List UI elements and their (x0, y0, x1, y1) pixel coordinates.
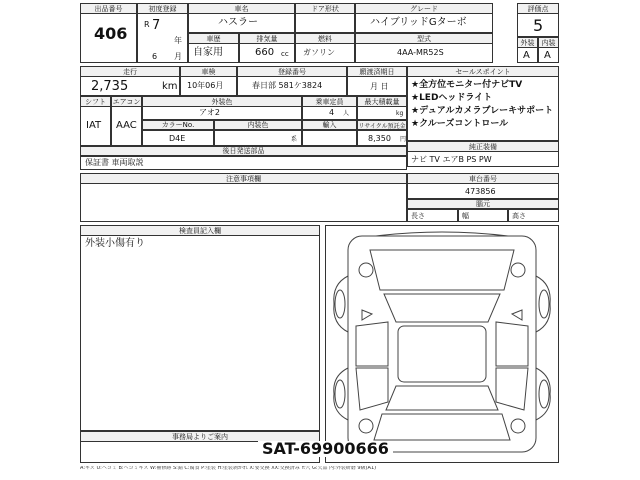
ac: AAC (116, 120, 137, 131)
sales-point-cell (407, 76, 559, 141)
inspection: 10年06月 (187, 81, 224, 90)
inspector-label-text: 検査員記入欄 (179, 226, 221, 235)
lot-no-cell (80, 13, 137, 63)
windshield (384, 294, 500, 322)
shift: IAT (86, 120, 102, 131)
color-no-label (142, 120, 214, 130)
displacement-cell (239, 43, 295, 63)
recycle-label-text: リサイクル預託金 (358, 122, 406, 130)
exterior-color-label-text: 外装色 (211, 97, 233, 106)
displacement-label-text: 排気量 (256, 34, 278, 43)
wheel-rl (359, 419, 373, 433)
registration: 春日部 581ケ3824 (252, 81, 323, 90)
notes-label-text: 注意事項欄 (226, 174, 261, 183)
damage-legend: A:キズ U:ヘコミ B:ヘコミキズ W:補修跡 S:錆 C:腐食 P:塗装 H:塗装剥がれ X:要交換 XX:交換済み Y:穴 G:欠品 内:外装研磨 9級(A1) (80, 466, 377, 471)
car-body-outline (348, 236, 536, 452)
sales-point-item: ★全方位モニター付ナビTV (411, 80, 523, 90)
follow-parts-cell (80, 156, 407, 170)
registration-cell (237, 76, 347, 96)
grade-label-text: グレード (410, 4, 438, 13)
color-no: D4E (169, 134, 186, 143)
sales-point-item: ★デュアルカメラブレーキサポート (411, 106, 554, 116)
roof (398, 326, 486, 382)
dim-width-cell (458, 209, 508, 222)
import-unit: 系 (291, 136, 298, 143)
deposit-label-text: 願渡済期日 (359, 67, 395, 76)
equipment-cell (407, 151, 559, 167)
import-label (302, 120, 357, 130)
first-reg-label-text: 初度登録 (148, 4, 177, 13)
rear-window (386, 386, 498, 410)
follow-parts-label (80, 146, 407, 156)
tire-fl (335, 290, 345, 318)
grade: ハイブリッドGターボ (370, 17, 467, 28)
wheel-fl (359, 263, 373, 277)
equipment: ナビ TV エアB PS PW (411, 155, 492, 164)
follow-parts: 保証書 車両取説 (85, 158, 144, 167)
lot-no: 406 (94, 24, 128, 43)
exterior-color: アオ2 (199, 108, 221, 117)
sales-point-item: ★LEDヘッドライト (411, 93, 493, 103)
exterior-color-cell (142, 106, 302, 120)
deposit-cell (347, 76, 407, 96)
seats-label-text: 乗車定員 (315, 97, 344, 106)
chassis-number: 473856 (465, 187, 496, 196)
color-no-label-text: カラーNo. (161, 121, 195, 129)
wheel-fr (511, 263, 525, 277)
displacement-unit: cc (281, 50, 289, 58)
seats-cell (302, 106, 357, 120)
interior-color-label (214, 120, 302, 130)
dim-height: 高さ (512, 212, 526, 220)
model: 4AA-MR52S (397, 48, 444, 57)
score: 5 (533, 16, 544, 35)
month-num: 6 (152, 52, 158, 61)
front-bumper (376, 232, 508, 236)
dimensions-label (407, 199, 559, 209)
recycle-unit: 円 (400, 136, 407, 143)
recycle-label (357, 120, 407, 130)
dimensions-label-text: 腦元 (476, 200, 490, 208)
interior-label-text: 内装 (541, 38, 556, 47)
rear-right-arch (536, 368, 550, 420)
year-unit: 年 (174, 36, 182, 45)
vehicle-history: 自家用 (193, 47, 223, 58)
inspection-cell (180, 76, 237, 96)
fuel-label-text: 燃料 (318, 34, 332, 43)
score-cell (517, 13, 559, 37)
shift-label-text: シフト (85, 97, 106, 106)
mileage: 2,735 (91, 79, 129, 94)
mileage-unit: km (162, 81, 178, 92)
interior-grade: A (544, 50, 551, 61)
sales-point-label-text: セールスポイント (455, 67, 511, 76)
trunk (374, 414, 510, 440)
lot-no-label-text: 出品番号 (94, 4, 123, 13)
shift-cell (80, 106, 111, 146)
load-unit: kg (396, 110, 404, 117)
tire-rr (539, 380, 549, 408)
interior-cell (538, 47, 559, 63)
seats-unit: 人 (343, 110, 350, 117)
tire-fr (539, 290, 549, 318)
front-left-arch (334, 276, 348, 332)
import-label-text: 輸入 (322, 121, 337, 129)
inspector-cell (80, 235, 320, 431)
score-label-text: 評価点 (527, 4, 549, 13)
mileage-label-text: 走行 (123, 67, 137, 76)
door-fr (496, 322, 528, 366)
door-rl (356, 368, 388, 410)
import-cell (302, 130, 357, 146)
reference-number: SAT-69900666 (258, 441, 393, 457)
load-cell (357, 106, 407, 120)
exterior-label-text: 外装 (520, 38, 535, 47)
vehicle-history-cell (188, 43, 239, 63)
first-reg-cell (137, 13, 188, 63)
mirror-right (512, 310, 522, 320)
seats: 4 (329, 108, 335, 117)
model-cell (355, 43, 493, 63)
deposit-date: 月 日 (370, 82, 389, 91)
grade-cell (355, 13, 493, 33)
follow-parts-label-text: 後日発送部品 (222, 147, 265, 155)
recycle-cell (357, 130, 407, 146)
dim-width: 幅 (462, 212, 469, 220)
notes-cell (80, 183, 407, 222)
ac-label-text: エアコン (112, 97, 141, 106)
exterior-grade: A (523, 50, 530, 61)
month-unit: 月 (174, 52, 182, 61)
inspection-label-text: 車検 (201, 67, 216, 76)
interior-color-label-text: 内装色 (247, 121, 269, 129)
dim-length-cell (407, 209, 458, 222)
mileage-cell (80, 76, 180, 96)
dim-height-cell (508, 209, 559, 222)
car-name: ハスラー (218, 17, 258, 28)
chassis-cell (407, 183, 559, 199)
car-diagram-frame (325, 225, 559, 463)
car-name-cell (188, 13, 295, 33)
inspector-note: 外装小傷有り (85, 238, 145, 249)
office-label-text: 事務局よりご案内 (172, 432, 228, 441)
hood (370, 250, 514, 290)
recycle-amount: 8,350 (368, 134, 391, 143)
fuel: ガソリン (303, 48, 335, 57)
registration-label-text: 登録番号 (278, 67, 306, 76)
front-right-arch (536, 276, 550, 332)
car-name-label-text: 車名 (234, 4, 249, 13)
door-shape-cell (295, 13, 355, 33)
color-no-cell (142, 130, 214, 146)
door-rr (496, 368, 528, 410)
car-diagram (326, 226, 558, 462)
exterior-cell (517, 47, 538, 63)
door-shape-label-text: ドア形状 (311, 4, 339, 13)
dim-length: 長さ (411, 212, 425, 220)
chassis-label-text: 車台番号 (469, 174, 497, 183)
rear-left-arch (334, 368, 348, 420)
load-label-text: 最大積載量 (364, 97, 400, 106)
year-num: 7 (152, 18, 161, 33)
door-fl (356, 322, 388, 366)
mirror-left (362, 310, 372, 320)
tire-rl (335, 380, 345, 408)
year-era: R (144, 20, 150, 29)
displacement: 660 (255, 47, 275, 58)
wheel-rr (511, 419, 525, 433)
ac-cell (111, 106, 142, 146)
vehicle-history-label-text: 車歴 (206, 34, 221, 43)
sales-point-item: ★クルーズコントロール (411, 119, 509, 129)
equipment-label-text: 純正装備 (469, 142, 497, 151)
interior-color-cell (214, 130, 302, 146)
fuel-cell (295, 43, 355, 63)
model-label-text: 型式 (417, 34, 431, 43)
